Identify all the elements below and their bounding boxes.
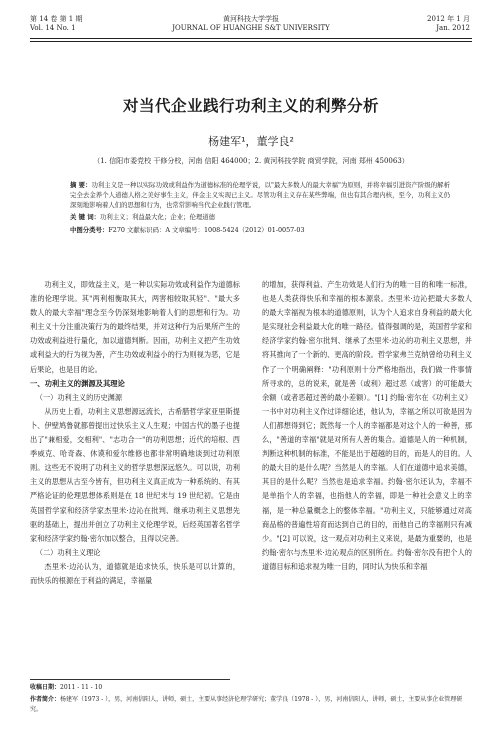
keywords-label: 关 键 词： [70, 213, 101, 221]
body-paragraph: 功利主义，即效益主义，是一种以实际功效或利益作为道德标准的伦理学说。其"两利相衡取其大，两害相较取其轻"、"最大多数人的最大幸福"理念至今仍深刻地影响着人们的思想和行为。功利主义十分注重决策行为的最终结果，并对这种行为后果所产生的功效或利益进行量化，加以道德判断。因而，功利主义把产生功效或利益大的行为视为善，产生功效或利益小的行为则视为恶，它是后果论，也是目的论。 [30, 280, 240, 374]
received-label: 收稿日期： [30, 684, 61, 691]
journal-date [427, 15, 470, 33]
body-paragraph: 从历史上看，功利主义思想源远流长，古希腊哲学家亚里斯提卜、伊壁鸠鲁就都曾提出过快乐主义人生观；中国古代的墨子也提出了"兼相爱，交相利"、"志功合一"的功利思想；近代的培根、西季威克、哈奇森、休谟和爱尔维修也都非常明确地谈到过功利原则。这些无不说明了功利主义的哲学思想深远悠久。可以说，功利主义的思想从古至今皆有，但功利主义真正成为一种系统的、有其严格论证的伦理思想体系则是在 18 世纪末与 19 世纪初。它是由英国哲学家和经济学家杰里米·边沁在批判、继承功利主义思想先驱的基础上，提出并创立了功利主义伦理学说，后经英国著名哲学家和经济学家约翰·密尔加以整合，且得以完善。 [30, 406, 240, 543]
body-left-column [30, 278, 240, 588]
subsection-heading: （二）功利主义理论 [35, 547, 101, 557]
classification-label: 中图分类号： [70, 226, 109, 234]
volume-issue-zh: 第 14 卷 第 1 期 [30, 15, 83, 23]
classification [70, 226, 450, 236]
footnote-author-bio [30, 695, 472, 715]
section-heading: 一、功利主义的渊源及其理论 [30, 378, 125, 388]
author-affiliation: （1. 信阳市委党校 干修分校，河南 信阳 464000；2. 黄河科技学院 商贸学院，河南 郑州 450063） [93, 157, 409, 165]
journal-name-en: JOURNAL OF HUANGHE S&T UNIVERSITY [172, 24, 330, 32]
footnote-received [30, 683, 472, 693]
keywords-text: 功利主义；利益最大化；企业；伦理道德 [100, 213, 216, 221]
paper-authors: 杨建军¹，董学良² [208, 135, 294, 148]
author-bio-text: 杨建军（1973 - ），男，河南信阳人，讲师，硕士，主要从事经济伦理学研究；董学良（1978 - ），男，河南信阳人，讲师，硕士，主要从事企业管理研究。 [30, 696, 463, 713]
keywords [70, 213, 450, 223]
journal-date-en: Jan. 2012 [436, 24, 470, 32]
abstract-text: 功利主义是一种以实际功效或利益作为道德标准的伦理学说，以"最大多数人的最大幸福"为原则，并将幸福引进资产阶级的解析完全去金养个人道德人格之美好事生主义，伴金主义实现已主义。尽管功利主义存在某些弊端，但也有其合理内核，至今，功利主义仍深刻地影响着人们的思想和行为，也常常影响当代企业践行管理。 [70, 181, 450, 209]
subsection-heading: （一）功利主义的历史渊源 [35, 392, 123, 402]
classification-text: F270 文献标识码：A 文章编号：1008-5424（2012）01-0057-03 [108, 226, 305, 234]
abstract [70, 181, 450, 210]
body-right-column [262, 278, 472, 574]
header-rule-bottom [30, 41, 472, 42]
footnote-rule [30, 679, 230, 680]
received-date: 2011 - 11 - 10 [60, 684, 103, 691]
journal-date-zh: 2012 年 1 月 [427, 15, 470, 23]
body-paragraph: 杰里米·边沁认为，道德就是追求快乐，快乐是可以计算的，而快乐的根源在于利益的满足，幸福量 [30, 561, 240, 585]
abstract-label: 摘 要： [70, 181, 92, 189]
paper-title: 对当代企业践行功利主义的利弊分析 [122, 96, 379, 115]
header-rule-top [30, 38, 472, 39]
volume-issue-en: Vol. 14 No. 1 [30, 24, 76, 32]
author-bio-label: 作者简介： [30, 696, 61, 703]
journal-name-zh: 黄河科技大学学报 [223, 15, 279, 23]
body-paragraph: 的增加，获得利益、产生功效是人们行为的唯一目的和唯一标准，也是人类获得快乐和幸福的根本源泉。杰里米·边沁把最大多数人的最大幸福视为根本的道德原则，认为个人追求自身利益的最大化是实现社会利益最大化的唯一路径。值得强调的是，英国哲学家和经济学家约翰·密尔批判、继承了杰里米·边沁的功利主义思想，并将其推向了一个新的、更高的阶段。哲学家弗兰克纳曾给功利主义作了一个明确阐释："功利原则十分严格地指出，我们做一件事情所寻求的，总的说来，就是善（或利）超过恶（或害）的可能最大余额（或者恶超过善的最小差额）。"[1] 约翰·密尔在《功利主义》一书中对功利主义作过详细论述，他认为，幸福之所以可欲是因为人们都想得到它；既然每一个人的幸福都是对这个人的一种善，那么，"善道的幸福"就是对所有人善的集合。道德是人的一种机制，判断这种机制的标准，不能是出于超越的目的，而是人的目的。人的最大目的是什么呢？当然是人的幸福。人们在道德中追求美德，其目的是什么呢？当然也是追求幸福。约翰·密尔还认为，幸福不是单指个人的幸福，也指他人的幸福，即是一种社会意义上的幸福，是一种总量概念上的整体幸福。"功利主义，只能够通过对高商品格的普遍性培育而达到自己的目的，而他自己的幸福则只有减少。"[2] 可以说，这一观点对功利主义来说，是最为重要的，也是约翰·密尔与杰里米·边沁观点的区别所在。约翰·密尔没有把个人的道德目标和追求视为唯一目的，同时认为快乐和幸福 [262, 280, 472, 571]
